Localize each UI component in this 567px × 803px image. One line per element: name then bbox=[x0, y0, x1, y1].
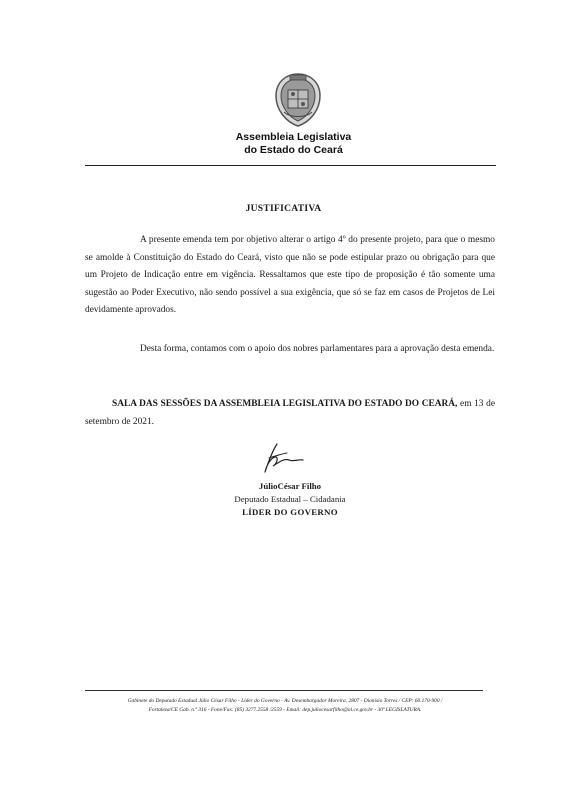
support-paragraph: Desta forma, contamos com o apoio dos nobres parlamentares para a aprovação desta emenda. bbox=[140, 344, 495, 354]
handwritten-signature bbox=[255, 440, 315, 476]
org-name-line2: do Estado do Ceará bbox=[244, 144, 343, 156]
session-closing-bold: SALA DAS SESSÕES DA ASSEMBLEIA LEGISLATIVA DO ESTADO DO CEARÁ, bbox=[112, 399, 458, 409]
footer-address-line2: Fortaleza/CE Gab. n.º 316 - Fone/Fax: (85) 3277.2558 /2559 - Email: dep.juliocesarfilho@al.ce.gov.br - 30ª LEGISLATURA. bbox=[148, 707, 422, 713]
header-divider bbox=[85, 165, 496, 166]
org-name-line1: Assembleia Legislativa bbox=[235, 131, 352, 143]
signer-role: Deputado Estadual – Cidadania bbox=[234, 494, 346, 504]
footer-address-line1: Gabinete do Deputado Estadual Júlio César Filho - Líder do Governo - Av. Desembargador Moreira, 2807 - Dionísio Torres / CEP: 60.170-900 / bbox=[127, 698, 443, 704]
justification-paragraph: A presente emenda tem por objetivo alterar o artigo 4º do presente projeto, para que o mesmo se amolde à Constituição do Estado do Ceará, visto que não se pode estipular prazo ou obrigação para que um Projeto de Indicação entre em vigência. Ressaltamos que este tipo de proposição é tão somente uma sugestão ao Poder Executivo, não sendo possível a sua exigência, que só se faz em casos de Projetos de Lei devidamente aprovados. bbox=[85, 235, 495, 316]
signer-title: LÍDER DO GOVERNO bbox=[242, 507, 338, 517]
state-coat-of-arms-icon bbox=[270, 72, 326, 128]
signer-name: JúlioCésar Filho bbox=[258, 481, 322, 491]
session-closing-date: em 13 de setembro de 2021. bbox=[85, 399, 495, 427]
session-closing-paragraph bbox=[85, 396, 495, 431]
footer-divider bbox=[85, 690, 483, 691]
document-title: JUSTIFICATIVA bbox=[245, 204, 322, 214]
